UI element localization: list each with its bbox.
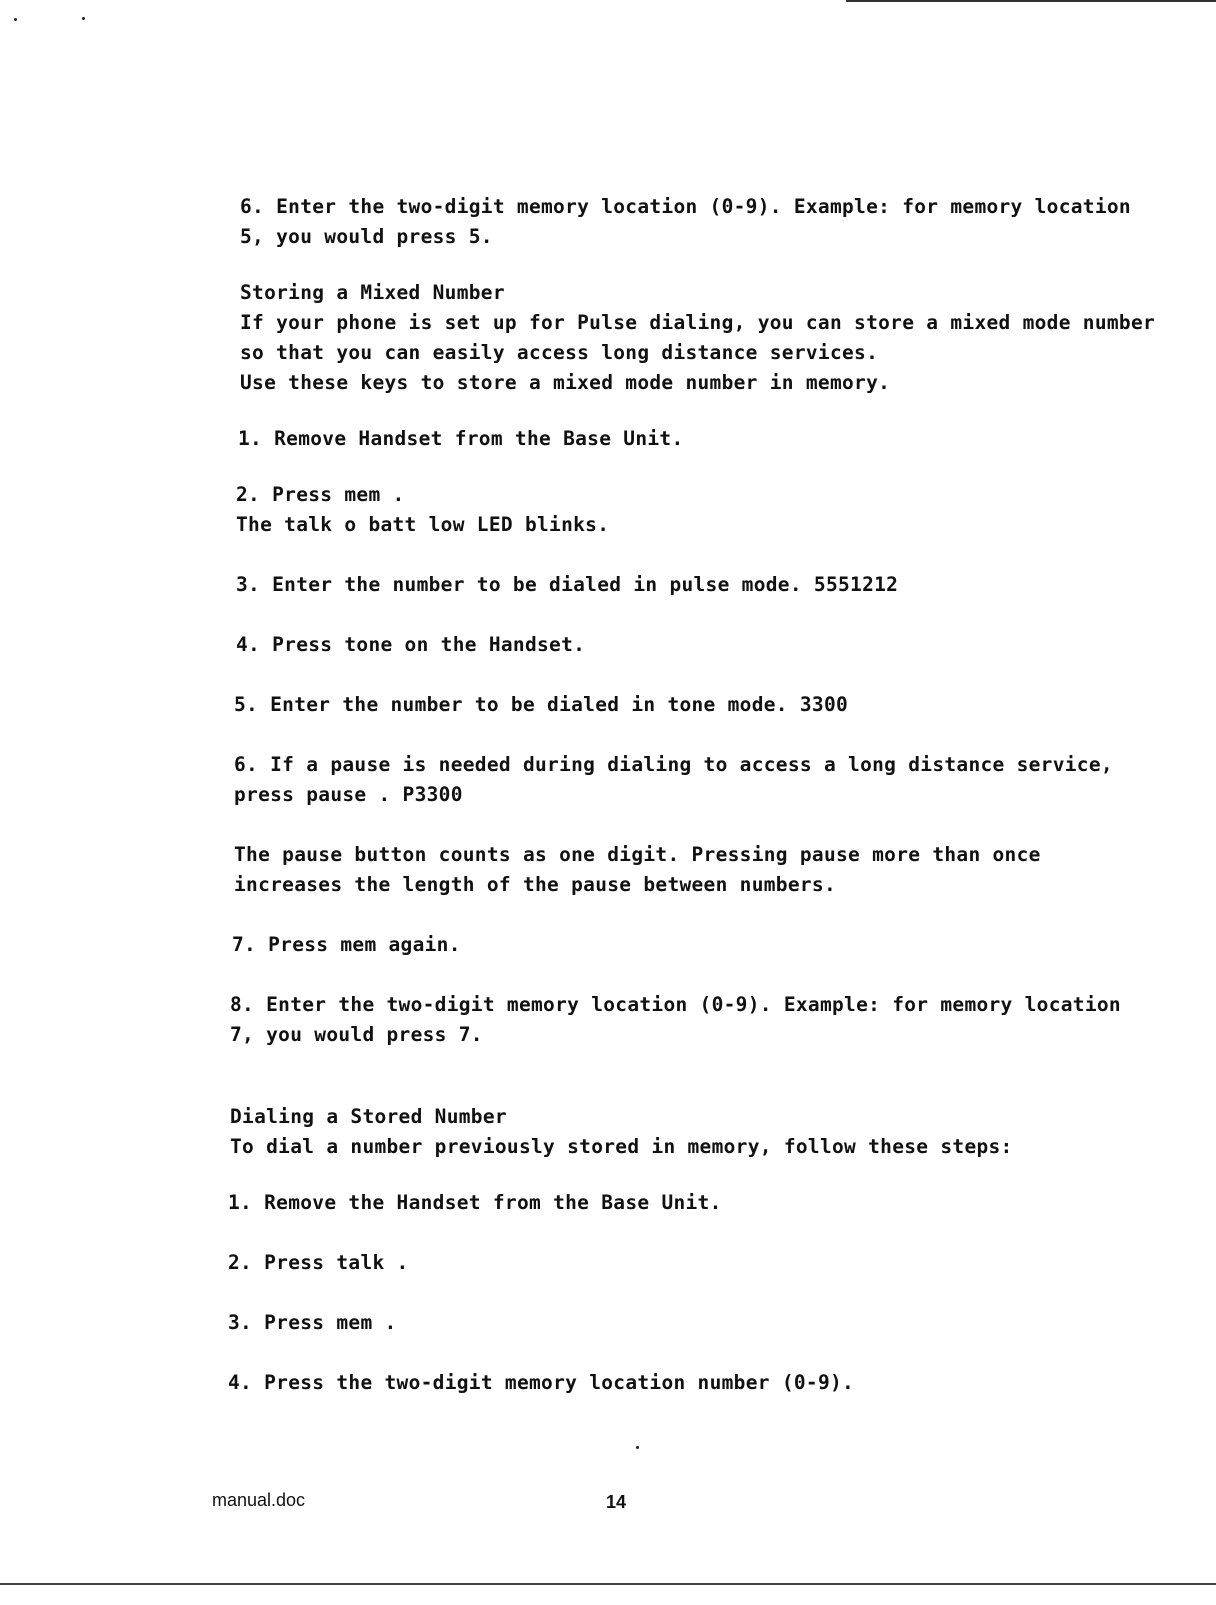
- step-paragraph: [240, 192, 1131, 252]
- text-line: 3. Press mem .: [228, 1311, 397, 1334]
- section-mixed-number: [240, 278, 1156, 398]
- text-line: press pause . P3300: [234, 783, 463, 806]
- step-item: [228, 1308, 1058, 1338]
- step-item: [236, 630, 1058, 660]
- step-item: [228, 1188, 1058, 1218]
- step-item: [232, 930, 1058, 960]
- text-line: 4. Press tone on the Handset.: [236, 633, 586, 656]
- note-paragraph: [234, 840, 1058, 900]
- text-line: 2. Press talk .: [228, 1251, 409, 1274]
- text-line: 6. Enter the two-digit memory location (0-9). Example: for memory location: [240, 195, 1131, 218]
- text-line: 7, you would press 7.: [230, 1023, 483, 1046]
- step-item: [230, 990, 1121, 1050]
- step-item: [238, 424, 1058, 454]
- document-body: [228, 192, 1156, 1398]
- text-line: 2. Press mem .: [236, 483, 405, 506]
- text-line: 1. Remove the Handset from the Base Unit.: [228, 1191, 722, 1214]
- step-item: [228, 1368, 1058, 1398]
- text-line: 4. Press the two-digit memory location number (0-9).: [228, 1371, 855, 1394]
- text-line: 6. If a pause is needed during dialing to access a long distance service,: [234, 753, 1113, 776]
- scan-speck: [636, 1446, 639, 1449]
- text-line: If your phone is set up for Pulse dialing, you can store a mixed mode number: [240, 311, 1156, 334]
- step-item: [228, 1248, 1058, 1278]
- section-dialing-stored-number: [230, 1102, 1058, 1162]
- text-line: Use these keys to store a mixed mode number in memory.: [240, 371, 891, 394]
- text-line: 1. Remove Handset from the Base Unit.: [238, 427, 684, 450]
- section-heading: Storing a Mixed Number: [240, 281, 505, 304]
- step-item: [234, 750, 1113, 810]
- footer-page-number: 14: [606, 1492, 627, 1512]
- text-line: 5, you would press 5.: [240, 225, 493, 248]
- scan-edge-top: [846, 0, 1216, 2]
- step-item: [236, 480, 1058, 540]
- text-line: 8. Enter the two-digit memory location (0-9). Example: for memory location: [230, 993, 1121, 1016]
- step-item: [234, 690, 1058, 720]
- text-line: increases the length of the pause between numbers.: [234, 873, 836, 896]
- text-line: so that you can easily access long distance services.: [240, 341, 879, 364]
- text-line: To dial a number previously stored in memory, follow these steps:: [230, 1135, 1013, 1158]
- scan-speck: [82, 17, 85, 20]
- scan-edge-bottom: [0, 1583, 1216, 1585]
- scan-speck: [14, 18, 17, 21]
- step-item: [236, 570, 1058, 600]
- text-line: 7. Press mem again.: [232, 933, 461, 956]
- text-line: 3. Enter the number to be dialed in pulse mode. 5551212: [236, 573, 899, 596]
- text-line: The talk o batt low LED blinks.: [236, 513, 610, 536]
- text-line: 5. Enter the number to be dialed in tone mode. 3300: [234, 693, 849, 716]
- footer-filename: manual.doc: [212, 1490, 306, 1510]
- section-heading: Dialing a Stored Number: [230, 1105, 507, 1128]
- text-line: The pause button counts as one digit. Pressing pause more than once: [234, 843, 1041, 866]
